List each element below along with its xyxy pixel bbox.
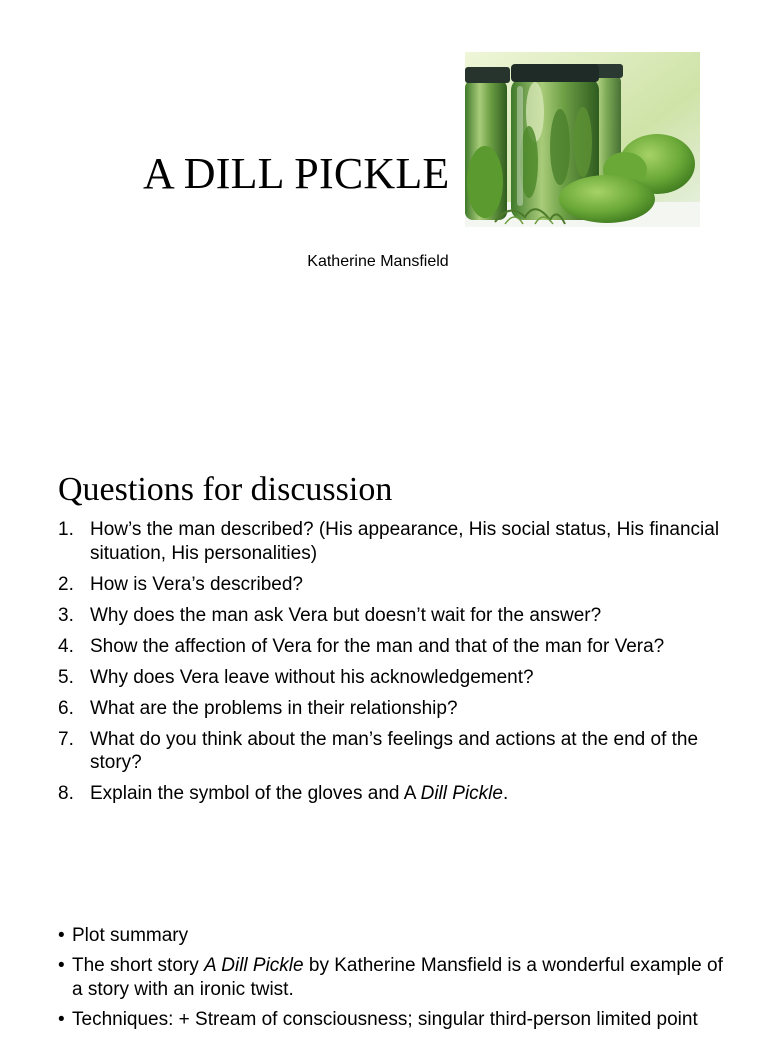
list-item: [58, 782, 738, 806]
questions-slide: [0, 400, 768, 840]
item-text: Why does the man ask Vera but doesn’t wait for the answer?: [90, 604, 602, 626]
item-text-italic: A Dill Pickle: [204, 955, 304, 976]
item-text: How’s the man described? (His appearance, His social status, His financial situation, His personalities): [90, 519, 720, 564]
questions-list: [58, 518, 738, 813]
item-text-after: .: [502, 783, 509, 804]
item-text: [90, 783, 508, 804]
item-text-after: by Katherine Mansfield is a wonderful example of a story with an ironic twist.: [72, 955, 723, 1000]
item-number: 5.: [58, 666, 74, 688]
item-text-before: Explain the symbol of the gloves and A: [90, 783, 421, 804]
item-number: 6.: [58, 697, 74, 719]
list-item: [58, 666, 738, 690]
slide-title: A DILL PICKLE: [143, 149, 450, 198]
item-text: Show the affection of Vera for the man and that of the man for Vera?: [90, 635, 665, 657]
item-text: Techniques: + Stream of consciousness; singular third-person limited point: [72, 1008, 698, 1030]
item-text-before: The short story: [72, 955, 204, 976]
bullet-icon: •: [58, 1008, 65, 1030]
slide-subtitle: Katherine Mansfield: [307, 253, 449, 270]
list-item: [58, 635, 738, 659]
item-text: [72, 955, 723, 1000]
list-item: [58, 1008, 738, 1032]
list-item: [58, 728, 738, 775]
item-number: 4.: [58, 635, 74, 657]
list-item: [58, 697, 738, 721]
questions-heading: Questions for discussion: [58, 471, 393, 508]
item-number: 1.: [58, 519, 74, 540]
item-number: 3.: [58, 604, 74, 626]
list-item: [58, 924, 738, 948]
list-item: [58, 604, 738, 628]
item-text: What do you think about the man’s feelings and actions at the end of the story?: [90, 728, 699, 773]
summary-slide: [0, 840, 768, 1030]
summary-list: [58, 924, 738, 1038]
item-number: 7.: [58, 728, 74, 750]
list-item: [58, 954, 738, 1001]
title-slide: [0, 0, 768, 400]
list-item: [58, 573, 738, 597]
bullet-icon: •: [58, 925, 65, 946]
item-text: How is Vera’s described?: [90, 573, 303, 595]
item-number: 2.: [58, 573, 74, 595]
item-text-italic: Dill Pickle: [420, 783, 503, 804]
item-text: Why does Vera leave without his acknowledgement?: [90, 666, 534, 688]
item-text: What are the problems in their relationship?: [90, 697, 458, 719]
item-text: Plot summary: [72, 925, 189, 946]
bullet-icon: •: [58, 955, 65, 976]
list-item: [58, 518, 738, 565]
item-number: 8.: [58, 783, 74, 804]
pickle-jars-photo: [465, 52, 700, 227]
